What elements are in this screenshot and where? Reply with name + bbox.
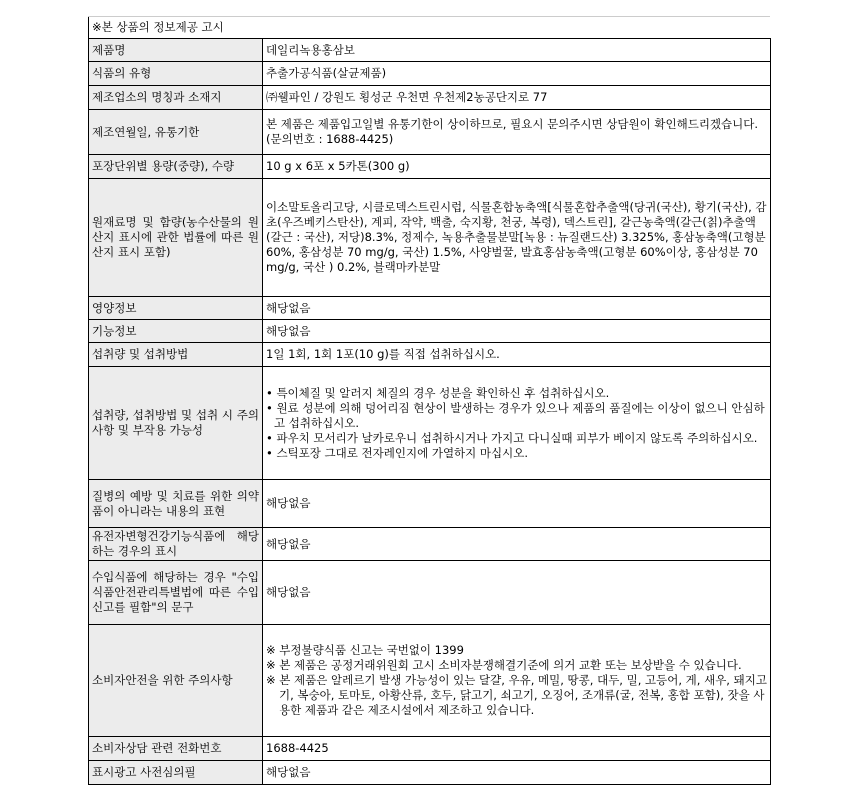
row-label-consumer-safety: 소비자안전을 위한 주의사항 xyxy=(89,625,263,737)
table-row xyxy=(89,367,771,480)
safety-note: ※ 부정불량식품 신고는 국번없이 1399 xyxy=(266,643,767,658)
precaution-item: • 스틱포장 그대로 전자레인지에 가열하지 마십시오. xyxy=(266,446,767,461)
row-value-food-type: 추출가공식품(살균제품) xyxy=(263,62,771,86)
table-row xyxy=(89,62,771,86)
row-value-nutrition: 해당없음 xyxy=(263,297,771,320)
table-row xyxy=(89,39,771,62)
table-row xyxy=(89,86,771,110)
row-value-gmo: 해당없음 xyxy=(263,528,771,561)
row-label-not-medicine: 질병의 예방 및 치료를 위한 의약품이 아니라는 내용의 표현 xyxy=(89,480,263,528)
row-label-gmo: 유전자변형건강기능식품에 해당하는 경우의 표시 xyxy=(89,528,263,561)
table-row xyxy=(89,625,771,737)
row-value-ad-review: 해당없음 xyxy=(263,761,771,785)
row-label-ingredients: 원재료명 및 함량(농수산물의 원산지 표시에 관한 법률에 따른 원산지 표시 포함) xyxy=(89,179,263,297)
row-label-consumer-phone: 소비자상담 관련 전화번호 xyxy=(89,737,263,761)
row-label-imported: 수입식품에 해당하는 경우 "수입식품안전관리특별법에 따른 수입신고를 필함"의 문구 xyxy=(89,561,263,625)
row-value-function: 해당없음 xyxy=(263,320,771,343)
table-row xyxy=(89,155,771,179)
row-label-intake-method: 섭취량 및 섭취방법 xyxy=(89,343,263,367)
precaution-item: • 원료 성분에 의해 덩어리짐 현상이 발생하는 경우가 있으나 제품의 품질에는 이상이 없으니 안심하고 섭취하십시오. xyxy=(266,401,767,431)
safety-note: ※ 본 제품은 공정거래위원회 고시 소비자분쟁해결기준에 의거 교환 또는 보상받을 수 있습니다. xyxy=(266,658,767,673)
table-row xyxy=(89,110,771,155)
table-row xyxy=(89,528,771,561)
safety-notes-list xyxy=(266,643,767,718)
safety-note: ※ 본 제품은 알레르기 발생 가능성이 있는 달걀, 우유, 메밀, 땅콩, 대두, 밀, 고등어, 게, 새우, 돼지고기, 복숭아, 토마토, 아황산류, 호두, 닭고기, 쇠고기, 오징어, 조개류(굴, 전복, 홍합 포함), 잣을 사용한 제품과 같은 제조시설에서 제조하고 있습니다. xyxy=(266,673,767,718)
precaution-item: • 특이체질 및 알러지 체질의 경우 성분을 확인하신 후 섭취하십시오. xyxy=(266,386,767,401)
table-row xyxy=(89,737,771,761)
row-value-product-name: 데일리녹용홍삼보 xyxy=(263,39,771,62)
precaution-item: • 파우치 모서리가 날카로우니 섭취하시거나 가지고 다니실때 피부가 베이지 않도록 주의하십시오. xyxy=(266,431,767,446)
row-label-food-type: 식품의 유형 xyxy=(89,62,263,86)
row-value-not-medicine: 해당없음 xyxy=(263,480,771,528)
table-row xyxy=(89,761,771,785)
row-label-product-name: 제품명 xyxy=(89,39,263,62)
row-value-manufacture-date: 본 제품은 제품입고일별 유통기한이 상이하므로, 필요시 문의주시면 상담원이 확인해드리겠습니다. (문의번호 : 1688-4425) xyxy=(263,110,771,155)
row-value-consumer-safety xyxy=(263,625,771,737)
row-value-precautions xyxy=(263,367,771,480)
table-row xyxy=(89,297,771,320)
row-value-ingredients: 이소말토올리고당, 시클로덱스트린시럽, 식물혼합농축액[식물혼합추출액(당귀(국산), 황기(국산), 감초(우즈베키스탄산), 계피, 작약, 백출, 숙지황, 천궁, 복령), 덱스트린], 갈근농축액(갈근(칡)추출액(갈근 : 국산), 저당)8.3%, 정제수, 녹용추출물분말[녹용 : 뉴질랜드산) 3.325%, 홍삼농축액(고형분 60%, 홍삼성분 70 mg/g, 국산) 1.5%, 사양벌꿀, 발효홍삼농축액(고형분 60%이상, 홍삼성분 70 mg/g, 국산 ) 0.2%, 블랙마카분말 xyxy=(263,179,771,297)
row-label-function: 기능정보 xyxy=(89,320,263,343)
row-value-consumer-phone: 1688-4425 xyxy=(263,737,771,761)
precautions-list xyxy=(266,386,767,461)
row-label-ad-review: 표시광고 사전심의필 xyxy=(89,761,263,785)
row-value-manufacturer: ㈜웰파인 / 강원도 횡성군 우천면 우천제2농공단지로 77 xyxy=(263,86,771,110)
row-value-package-volume: 10 g x 6포 x 5카톤(300 g) xyxy=(263,155,771,179)
row-label-precautions: 섭취량, 섭취방법 및 섭취 시 주의사항 및 부작용 가능성 xyxy=(89,367,263,480)
row-value-intake-method: 1일 1회, 1회 1포(10 g)를 직접 섭취하십시오. xyxy=(263,343,771,367)
row-label-nutrition: 영양정보 xyxy=(89,297,263,320)
table-row xyxy=(89,343,771,367)
product-info-table xyxy=(88,16,771,785)
notice-row xyxy=(89,17,771,39)
table-row xyxy=(89,179,771,297)
notice-title: ※본 상품의 정보제공 고시 xyxy=(89,17,771,39)
row-value-imported: 해당없음 xyxy=(263,561,771,625)
table-row xyxy=(89,480,771,528)
row-label-manufacturer: 제조업소의 명칭과 소재지 xyxy=(89,86,263,110)
row-label-package-volume: 포장단위별 용량(중량), 수량 xyxy=(89,155,263,179)
table-row xyxy=(89,561,771,625)
row-label-manufacture-date: 제조연월일, 유통기한 xyxy=(89,110,263,155)
table-row xyxy=(89,320,771,343)
